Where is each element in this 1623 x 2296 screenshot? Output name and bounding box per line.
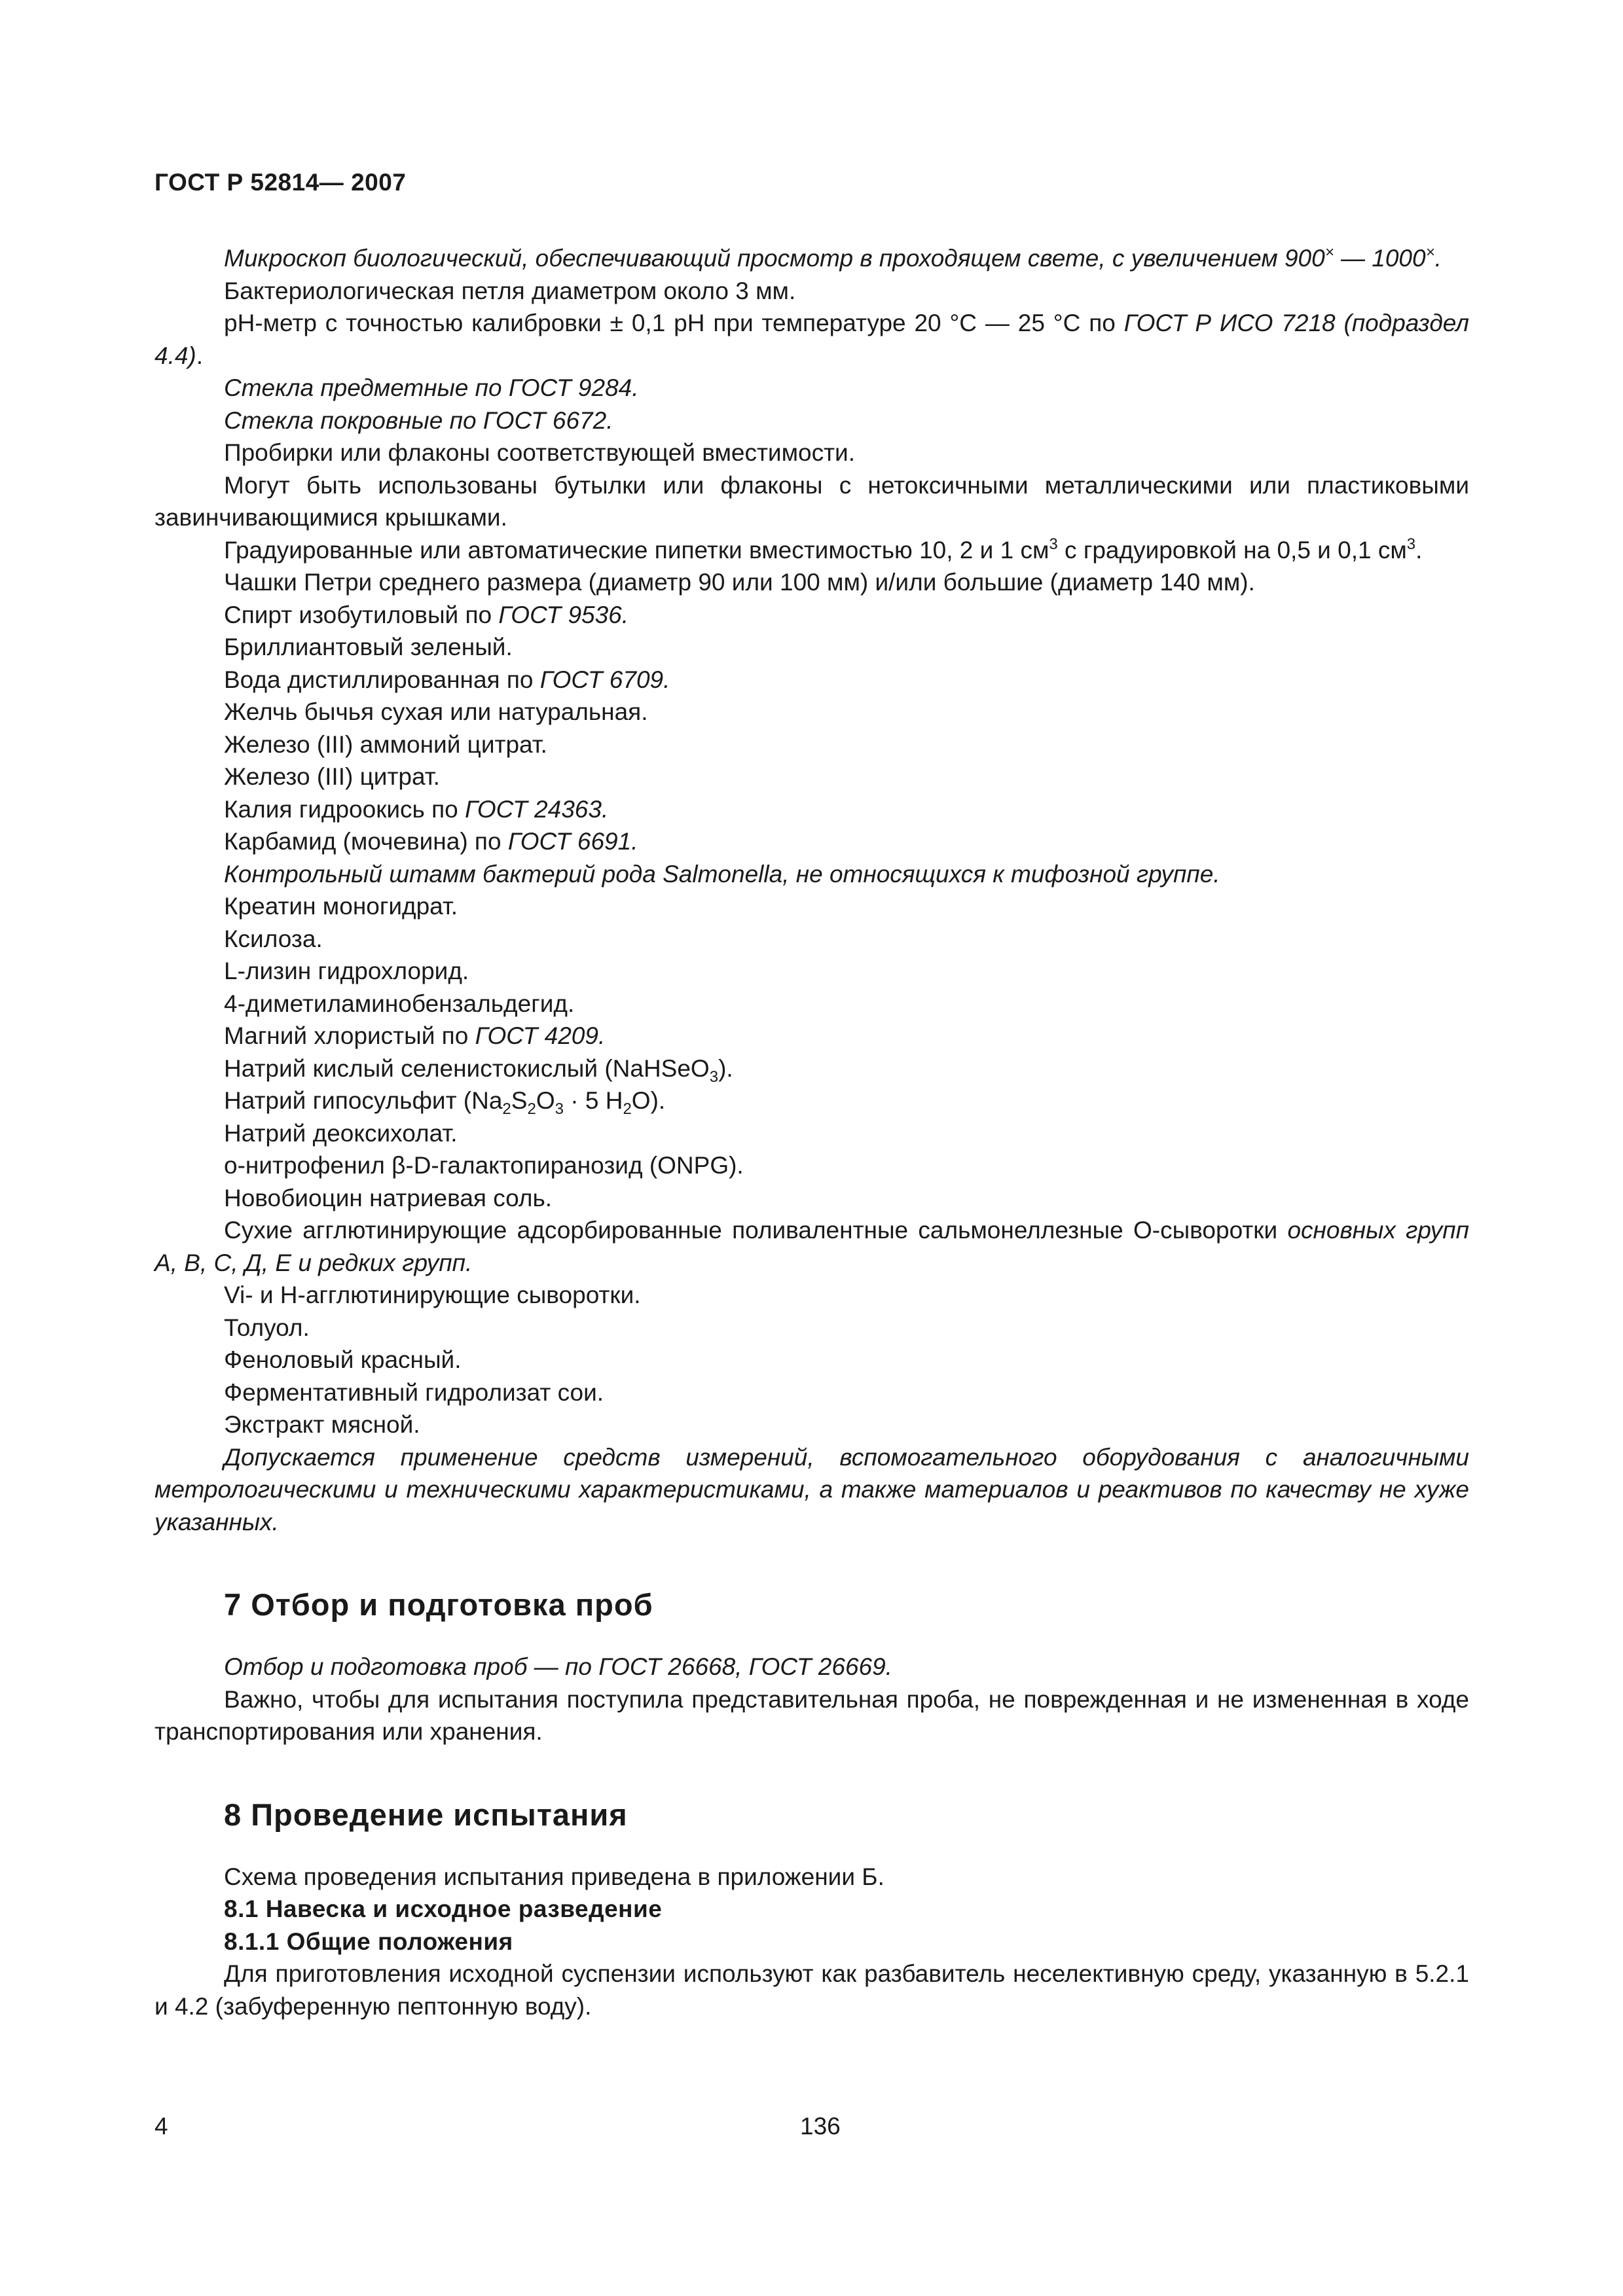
reagents-list (155, 599, 1469, 1052)
selenite-item: Натрий кислый селенистокислый (NaHSeO$_3$). (224, 1054, 733, 1086)
allowance-paragraph: Допускается применение средств измерений, вспомогательного оборудования с аналогичными метрологическими и техническими характеристиками, а также материалов и реактивов по качеству не хуже указанных. (155, 1443, 1469, 1535)
microscope-item: Микроскоп биологический, обеспечивающий просмотр в проходящем свете, с увеличением 900× — 1000×. (224, 243, 1442, 272)
document-header: ГОСТ Р 52814— 2007 (155, 169, 407, 196)
subsection-8-1-1-heading: 8.1.1 Общие положения (224, 1928, 513, 1955)
loop-item: Бактериологическая петля диаметром около 3 мм. (224, 277, 796, 304)
reagent-item: Новобиоцин натриевая соль. (224, 1184, 553, 1211)
bottles-item: Могут быть использованы бутылки или флаконы с нетоксичными металлическими или пластиковыми завинчивающимися крышками. (155, 471, 1469, 531)
reagent-item: 4-диметиламинобензальдегид. (224, 990, 575, 1017)
section-7-paragraph-2: Важно, чтобы для испытания поступила представительная проба, не поврежденная и не измененная в ходе транспортирования или хранения. (155, 1685, 1469, 1745)
reagent-item: Экстракт мясной. (224, 1411, 420, 1438)
reagent-item: Магний хлористый по ГОСТ 4209. (224, 1022, 606, 1049)
reagent-item: Железо (III) аммоний цитрат. (224, 730, 547, 758)
section-7-heading: 7 Отбор и подготовка проб (224, 1587, 653, 1622)
reagent-item: Вода дистиллированная по ГОСТ 6709. (224, 666, 670, 693)
page-number-left: 4 (155, 2113, 168, 2140)
reagent-item: о-нитрофенил β-D-галактопиранозид (ONPG). (224, 1152, 744, 1179)
sera-item: Сухие агглютинирующие адсорбированные поливалентные сальмонеллезные О-сыворотки основных групп А, В, С, Д, Е и редких групп. (155, 1217, 1469, 1276)
reagent-item: Vi- и Н-агглютинирующие сыворотки. (224, 1282, 641, 1308)
hyposulfite-item: Натрий гипосульфит ($Na_2S_2O_3 \cdot 5$ $H_2O$). (224, 1087, 666, 1118)
section-8-heading: 8 Проведение испытания (224, 1797, 628, 1832)
reagent-item: Креатин моногидрат. (224, 893, 458, 920)
reagent-item: Желчь бычья сухая или натуральная. (224, 698, 648, 725)
pipettes-item: Градуированные или автоматические пипетки вместимостью 10, 2 и 1 $см^3$ с градуировкой на 0,5 и 0,1 $см^3$. (224, 535, 1423, 564)
section-7-paragraph-1: Отбор и подготовка проб — по ГОСТ 26668, ГОСТ 26669. (224, 1653, 892, 1680)
subsection-8-1-heading: 8.1 Навеска и исходное разведение (224, 1895, 663, 1922)
reagent-item: Бриллиантовый зеленый. (224, 634, 513, 660)
ph-meter-item: рН-метр с точностью калибровки ± 0,1 рН при температуре 20 °С — 25 °С по ГОСТ Р ИСО 7218 (подраздел 4.4). (155, 310, 1470, 369)
reagent-item: Толуол. (224, 1314, 310, 1341)
page-number-center: 136 (800, 2113, 841, 2140)
section-8-paragraph-2: Для приготовления исходной суспензии используют как разбавитель неселективную среду, указанную в 5.2.1 и 4.2 (забуференную пептонную воду). (155, 1960, 1469, 2020)
reagent-item: Контрольный штамм бактерий рода Salmonella, не относящихся к тифозной группе. (224, 860, 1220, 888)
reagent-item: Натрий деоксихолат. (224, 1119, 458, 1147)
reagent-item: Спирт изобутиловый по ГОСТ 9536. (224, 601, 629, 628)
document-body (155, 242, 1469, 2022)
reagent-item: Железо (III) цитрат. (224, 763, 440, 790)
reagent-item: Ксилоза. (224, 925, 323, 952)
reagent-item: Ферментативный гидролизат сои. (224, 1378, 604, 1406)
tubes-item: Пробирки или флаконы соответствующей вместимости. (224, 439, 856, 466)
reagent-item: L-лизин гидрохлорид. (224, 958, 469, 984)
reagent-item: Феноловый красный. (224, 1346, 462, 1373)
slides-item: Стекла предметные по ГОСТ 9284. (224, 374, 639, 401)
section-8-paragraph-1: Схема проведения испытания приведена в приложении Б. (224, 1863, 884, 1890)
petri-item: Чашки Петри среднего размера (диаметр 90 или 100 мм) и/или большие (диаметр 140 мм). (224, 569, 1255, 596)
reagent-item: Калия гидроокись по ГОСТ 24363. (224, 795, 609, 823)
reagent-item: Карбамид (мочевина) по ГОСТ 6691. (224, 828, 638, 855)
covers-item: Стекла покровные по ГОСТ 6672. (224, 406, 613, 434)
